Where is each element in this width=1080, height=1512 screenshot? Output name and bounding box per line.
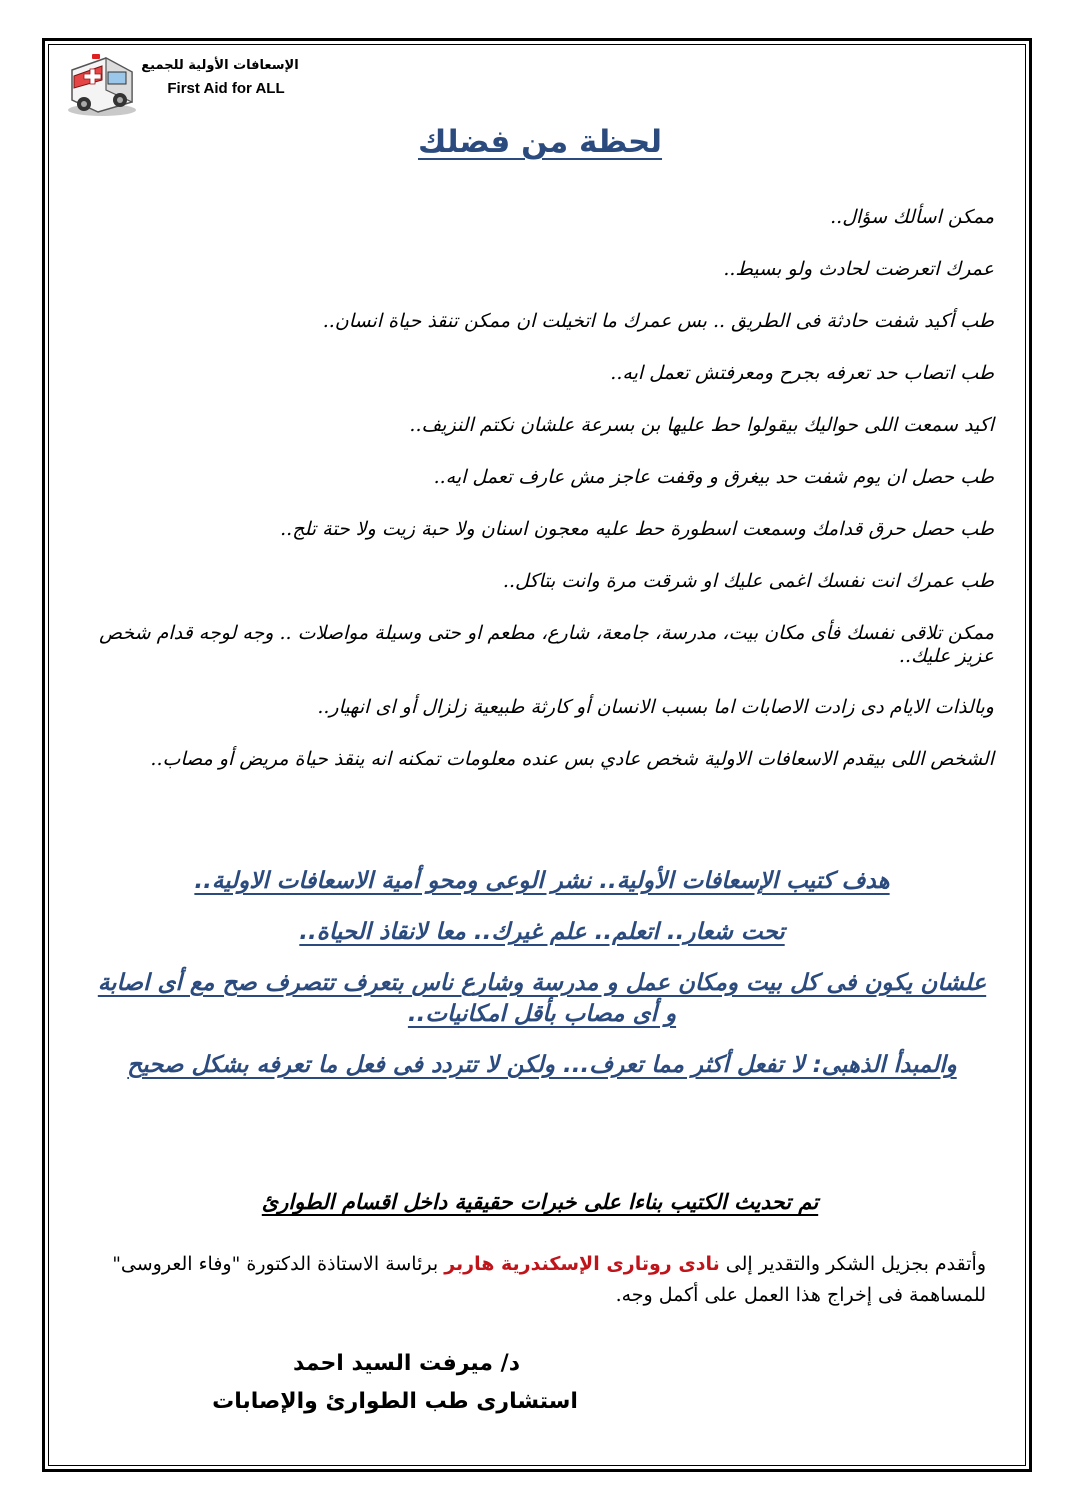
slogan-line: تحت شعار.. اتعلم.. علم غيرك.. معا لانقاذ الحياة.. <box>299 919 785 945</box>
update-note: تم تحديث الكتيب بناءا على خبرات حقيقية داخل اقسام الطوارئ <box>261 1190 819 1214</box>
body-line: طب حصل حرق قدامك وسمعت اسطورة حط عليه معجون اسنان ولا حبة زيت ولا حتة تلج.. <box>280 518 994 540</box>
body-line: اكيد سمعت اللى حواليك بيقولوا حط عليها بن بسرعة علشان نكتم النزيف.. <box>409 414 994 436</box>
body-line: طب اتصاب حد تعرفه بجرح ومعرفتش تعمل ايه.. <box>610 362 994 384</box>
goal-line: هدف كتيب الإسعافات الأولية.. نشر الوعى ومحو أمية الاسعافات الاولية.. <box>194 868 890 894</box>
body-line: ممكن تلاقى نفسك فأى مكان بيت، مدرسة، جامعة، شارع، مطعم او حتى وسيلة مواصلات .. وجه لوجه قدام شخص عزيز عليك.. <box>99 622 994 667</box>
page-title: لحظة من فضلك <box>417 124 663 160</box>
body-line: طب عمرك انت نفسك اغمى عليك او شرقت مرة وانت بتاكل.. <box>502 570 994 592</box>
rotary-club-name: نادى روتارى الإسكندرية هاربر <box>444 1253 720 1275</box>
body-line: طب أكيد شفت حادثة فى الطريق .. بس عمرك ما اتخيلت ان ممكن تنقذ حياة انسان.. <box>322 310 994 332</box>
acknowledgement <box>96 1249 986 1311</box>
body-line: ممكن اسألك سؤال.. <box>830 206 994 228</box>
body-text <box>96 206 994 800</box>
brand-english: First Aid for ALL <box>167 80 285 97</box>
golden-rule-line: والمبدأ الذهبى: لا تفعل أكثر مما تعرف... ولكن لا تتردد فى فعل ما تعرفه بشكل صحيح <box>127 1052 957 1078</box>
thanks-before: وأتقدم بجزيل الشكر والتقدير إلى <box>719 1253 986 1275</box>
body-line: وبالذات الايام دى زادت الاصابات اما بسبب الانسان أو كارثة طبيعية زلزال أو اى انهيار.. <box>317 696 994 718</box>
brand-arabic: الإسعافات الأولية للجميع <box>141 58 299 73</box>
ambulance-icon <box>62 50 140 118</box>
aim-line: علشان يكون فى كل بيت ومكان عمل و مدرسة وشارع ناس بتعرف تتصرف صح مع أى اصابة و أى مصاب بأقل امكانيات.. <box>97 970 987 1027</box>
body-line: عمرك اتعرضت لحادث ولو بسيط.. <box>723 258 994 280</box>
goal-highlights <box>92 866 992 1101</box>
body-line: الشخص اللى بيقدم الاسعافات الاولية شخص عادي بس عنده معلومات تمكنه انه ينقذ حياة مريض أو مصاب.. <box>150 748 994 770</box>
body-line: طب حصل ان يوم شفت حد بيغرق و وقفت عاجز مش عارف تعمل ايه.. <box>433 466 994 488</box>
thanks-after: برئاسة الاستاذة الدكتورة "وفاء العروسى" للمساهمة فى إخراج هذا العمل على أكمل وجه. <box>112 1253 986 1306</box>
signature-role: استشارى طب الطوارئ والإصابات <box>212 1389 578 1414</box>
signature-name: د/ ميرفت السيد احمد <box>292 1351 520 1376</box>
